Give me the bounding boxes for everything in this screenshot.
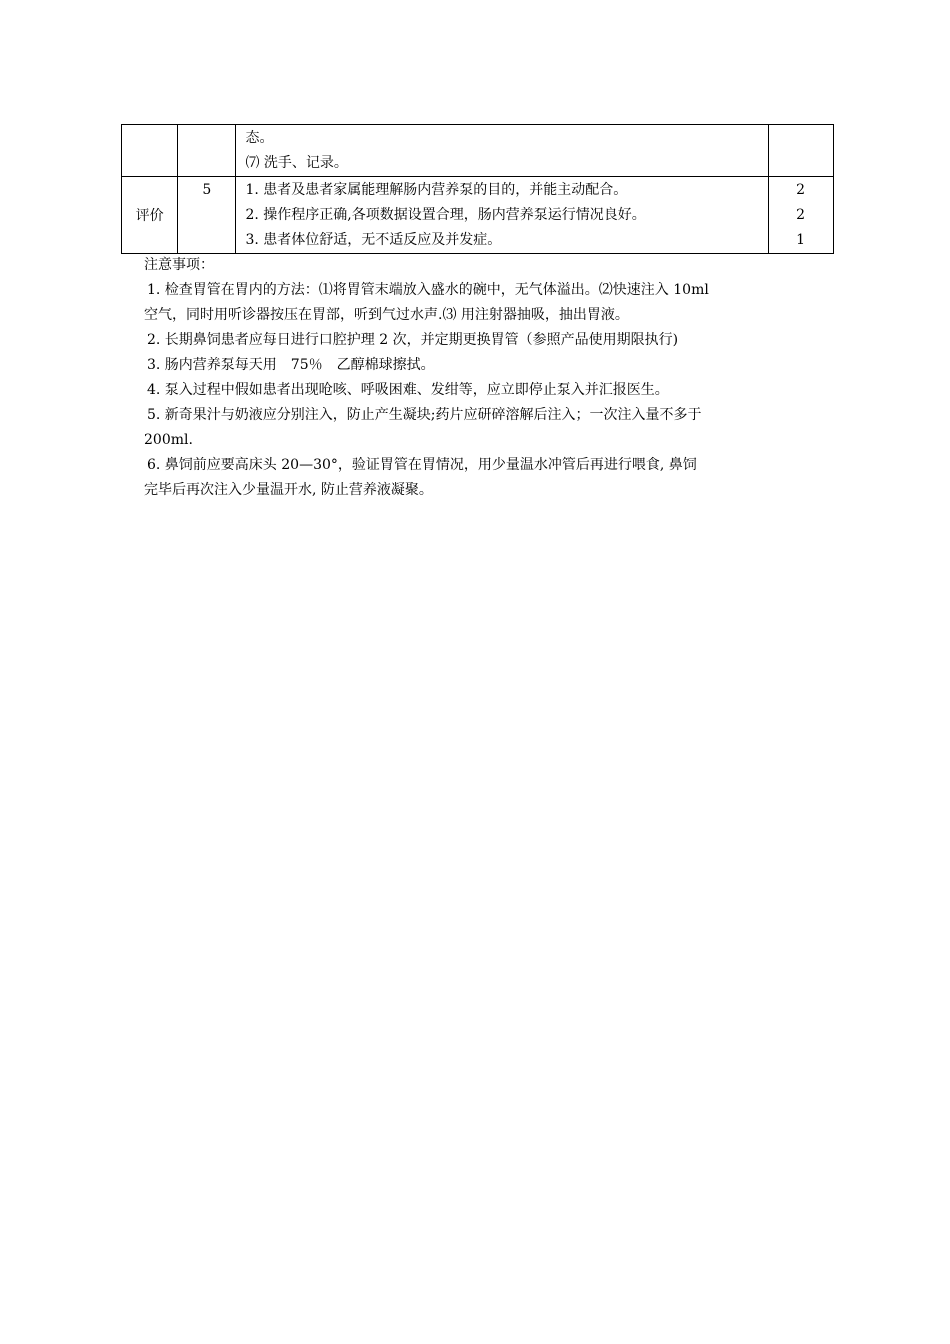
evaluation-item: 1. 患者及患者家属能理解肠内营养泵的目的，并能主动配合。 — [245, 182, 628, 198]
evaluation-table — [121, 124, 834, 254]
table-row — [122, 177, 834, 254]
note-line: 200ml. — [144, 432, 193, 448]
note-line: 空气，同时用听诊器按压在胃部，听到气过水声.⑶ 用注射器抽吸，抽出胃液。 — [144, 307, 629, 323]
evaluation-item: 2. 操作程序正确,各项数据设置合理，肠内营养泵运行情况良好。 — [245, 207, 646, 223]
note-line: 5. 新奇果汁与奶液应分别注入，防止产生凝块;药片应研碎溶解后注入；一次注入量不多于 — [147, 407, 702, 423]
table-cell-content — [236, 125, 768, 177]
note-line: 6. 鼻饲前应要高床头 20—30°，验证胃管在胃情况，用少量温水冲管后再进行喂食, 鼻饲 — [147, 457, 697, 473]
evaluation-item: 3. 患者体位舒适，无不适反应及并发症。 — [245, 232, 502, 248]
note-line: 4. 泵入过程中假如患者出现呛咳、呼吸困难、发绀等，应立即停止泵入并汇报医生。 — [147, 382, 669, 398]
table-cell-empty — [178, 125, 236, 177]
score-value: 5 — [202, 182, 212, 198]
table-row — [122, 125, 834, 177]
points-value: 2 — [796, 182, 805, 198]
table-cell-empty — [122, 125, 178, 177]
points-value: 1 — [796, 232, 805, 248]
note-line: 1. 检查胃管在胃内的方法：⑴将胃管末端放入盛水的碗中，无气体溢出。⑵快速注入 10ml — [147, 282, 709, 298]
content-line: 态。 — [245, 130, 274, 146]
row-label: 评价 — [122, 177, 178, 254]
note-line: 3. 肠内营养泵每天用 75％ 乙醇棉球擦拭。 — [147, 357, 435, 373]
notes-heading: 注意事项： — [144, 257, 214, 273]
points-value: 2 — [796, 207, 805, 223]
table-cell-content — [236, 177, 768, 254]
table-cell-empty — [768, 125, 833, 177]
notes-section — [144, 253, 812, 503]
points-cell — [768, 177, 833, 254]
content-line: ⑺ 洗手、记录。 — [245, 155, 348, 171]
note-line: 2. 长期鼻饲患者应每日进行口腔护理 2 次，并定期更换胃管（参照产品使用期限执行) — [147, 332, 679, 348]
note-line: 完毕后再次注入少量温开水, 防止营养液凝聚。 — [144, 482, 433, 498]
score-cell — [178, 177, 236, 254]
